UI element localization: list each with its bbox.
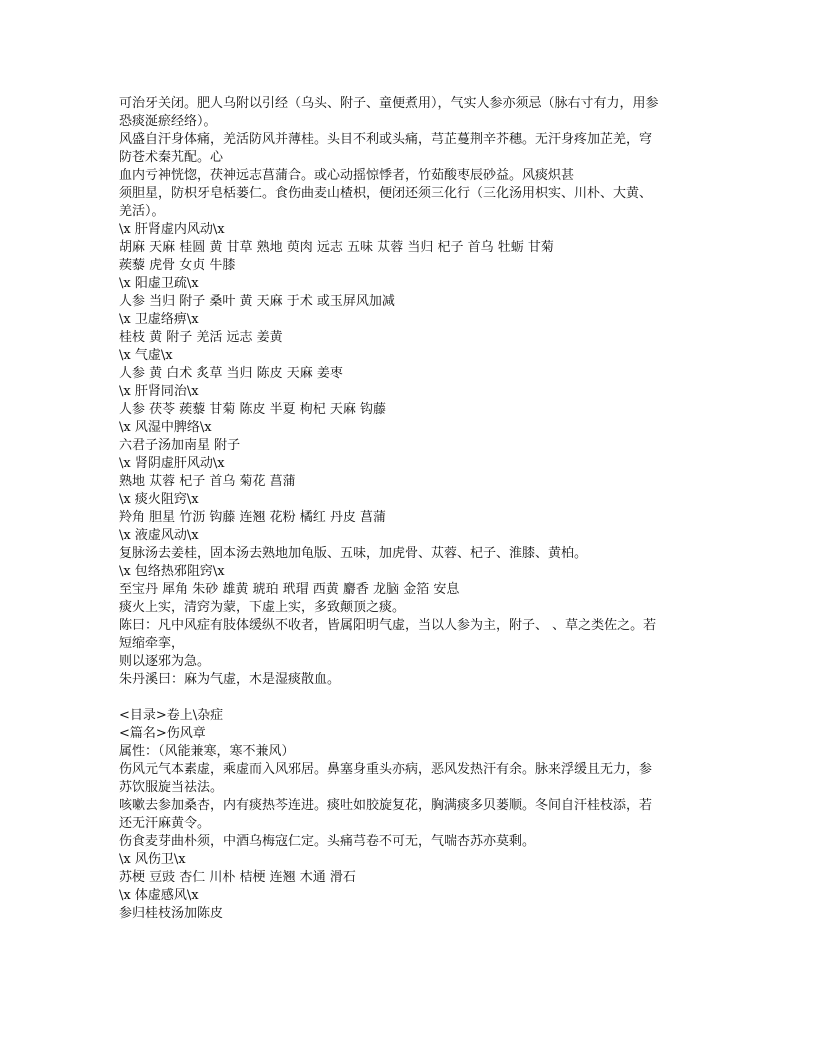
text-line: \x 气虚\x bbox=[119, 348, 173, 363]
text-line: 胡麻 天麻 桂圆 黄 甘草 熟地 萸肉 远志 五味 苁蓉 当归 杞子 首乌 牡蛎 甘菊 bbox=[119, 240, 554, 255]
text-line: 人参 当归 附子 桑叶 黄 天麻 于术 或玉屏风加减 bbox=[119, 294, 395, 309]
text-line: 咳嗽去参加桑杏，内有痰热芩连进。痰吐如胶旋复花，胸满痰多贝蒌顺。冬间自汗桂枝添，若 bbox=[119, 798, 653, 813]
text-line: 蒺藜 虎骨 女贞 牛膝 bbox=[119, 258, 236, 273]
text-line: 恐痰涎瘀经络）。 bbox=[119, 114, 217, 129]
text-line: \x 卫虚络痹\x bbox=[119, 312, 199, 327]
text-line: \x 痰火阻窍\x bbox=[119, 492, 199, 507]
text-line: 属性：（风能兼寒，寒不兼风） bbox=[119, 744, 295, 759]
text-line: 熟地 苁蓉 杞子 首乌 菊花 菖蒲 bbox=[119, 474, 296, 489]
text-line: 伤风元气本素虚，乘虚而入风邪居。鼻塞身重头亦病，恶风发热汗有余。脉来浮缓且无力，参 bbox=[119, 762, 653, 777]
text-line: 人参 黄 白术 炙草 当归 陈皮 天麻 姜枣 bbox=[119, 366, 343, 381]
text-line: 血内亏神恍惚，茯神远志菖蒲合。或心动摇惊悸者，竹茹酸枣辰砂益。风痰炽甚 bbox=[119, 168, 575, 183]
text-line: 六君子汤加南星 附子 bbox=[119, 438, 241, 453]
text-line: 苏梗 豆豉 杏仁 川朴 桔梗 连翘 木通 滑石 bbox=[119, 870, 356, 885]
document-page bbox=[119, 95, 701, 923]
text-line: 则以逐邪为急。 bbox=[119, 654, 211, 669]
text-line: <目录>卷上\杂症 bbox=[119, 708, 224, 723]
text-line: \x 风湿中脾络\x bbox=[119, 420, 212, 435]
text-line: \x 风伤卫\x bbox=[119, 852, 186, 867]
text-line: \x 液虚风动\x bbox=[119, 528, 199, 543]
text-line: \x 肝肾同治\x bbox=[119, 384, 199, 399]
text-line: \x 肝肾虚内风动\x bbox=[119, 222, 225, 237]
text-line: 参归桂枝汤加陈皮 bbox=[119, 906, 224, 921]
text-line: 短缩牵挛， bbox=[119, 636, 185, 651]
text-line: 风盛自汗身体痛，羌活防风并薄桂。头目不利或头痛，芎芷蔓荆辛芥穗。无汗身疼加芷羌，穹 bbox=[119, 132, 653, 147]
text-line: 复脉汤去姜桂，固本汤去熟地加龟版、五味，加虎骨、苁蓉、杞子、淮膝、黄柏。 bbox=[119, 546, 588, 561]
text-line: 还无汗麻黄令。 bbox=[119, 816, 211, 831]
text-line: \x 体虚感风\x bbox=[119, 888, 199, 903]
text-line: 桂枝 黄 附子 羌活 远志 姜黄 bbox=[119, 330, 283, 345]
text-line: \x 肾阴虚肝风动\x bbox=[119, 456, 225, 471]
text-line: 羌活）。 bbox=[119, 204, 165, 219]
text-line: 须胆星，防枳牙皂栝蒌仁。食伤曲麦山楂枳，便闭还须三化行（三化汤用枳实、川朴、大黄、 bbox=[119, 186, 653, 201]
text-line: 陈曰：凡中风症有肢体缓纵不收者，皆属阳明气虚，当以人参为主，附子、 、草之类佐之。若 bbox=[119, 618, 657, 633]
text-line: 羚角 胆星 竹沥 钩藤 连翘 花粉 橘红 丹皮 菖蒲 bbox=[119, 510, 387, 525]
text-line: 至宝丹 犀角 朱砂 雄黄 琥珀 玳瑁 西黄 麝香 龙脑 金箔 安息 bbox=[119, 582, 460, 597]
text-line: 人参 茯苓 蒺藜 甘菊 陈皮 半夏 枸杞 天麻 钩藤 bbox=[119, 402, 387, 417]
text-line: 可治牙关闭。肥人乌附以引经（乌头、附子、童便煮用），气实人参亦须忌（脉右寸有力，用参 bbox=[119, 96, 659, 111]
text-line: <篇名>伤风章 bbox=[119, 726, 206, 741]
text-line: 朱丹溪曰：麻为气虚，木是湿痰散血。 bbox=[119, 672, 341, 687]
text-line: 伤食麦芽曲朴须，中酒乌梅寇仁定。头痛芎卷不可无，气喘杏苏亦莫剩。 bbox=[119, 834, 536, 849]
text-line: \x 包络热邪阻窍\x bbox=[119, 564, 225, 579]
text-line: 苏饮服旋当祛法。 bbox=[119, 780, 224, 795]
blank-line bbox=[119, 689, 701, 707]
text-line: \x 阳虚卫疏\x bbox=[119, 276, 199, 291]
text-line: 痰火上实，清窍为蒙，下虚上实，多致颠顶之痰。 bbox=[119, 600, 406, 615]
text-line: 防苍术秦艽配。心 bbox=[119, 150, 224, 165]
